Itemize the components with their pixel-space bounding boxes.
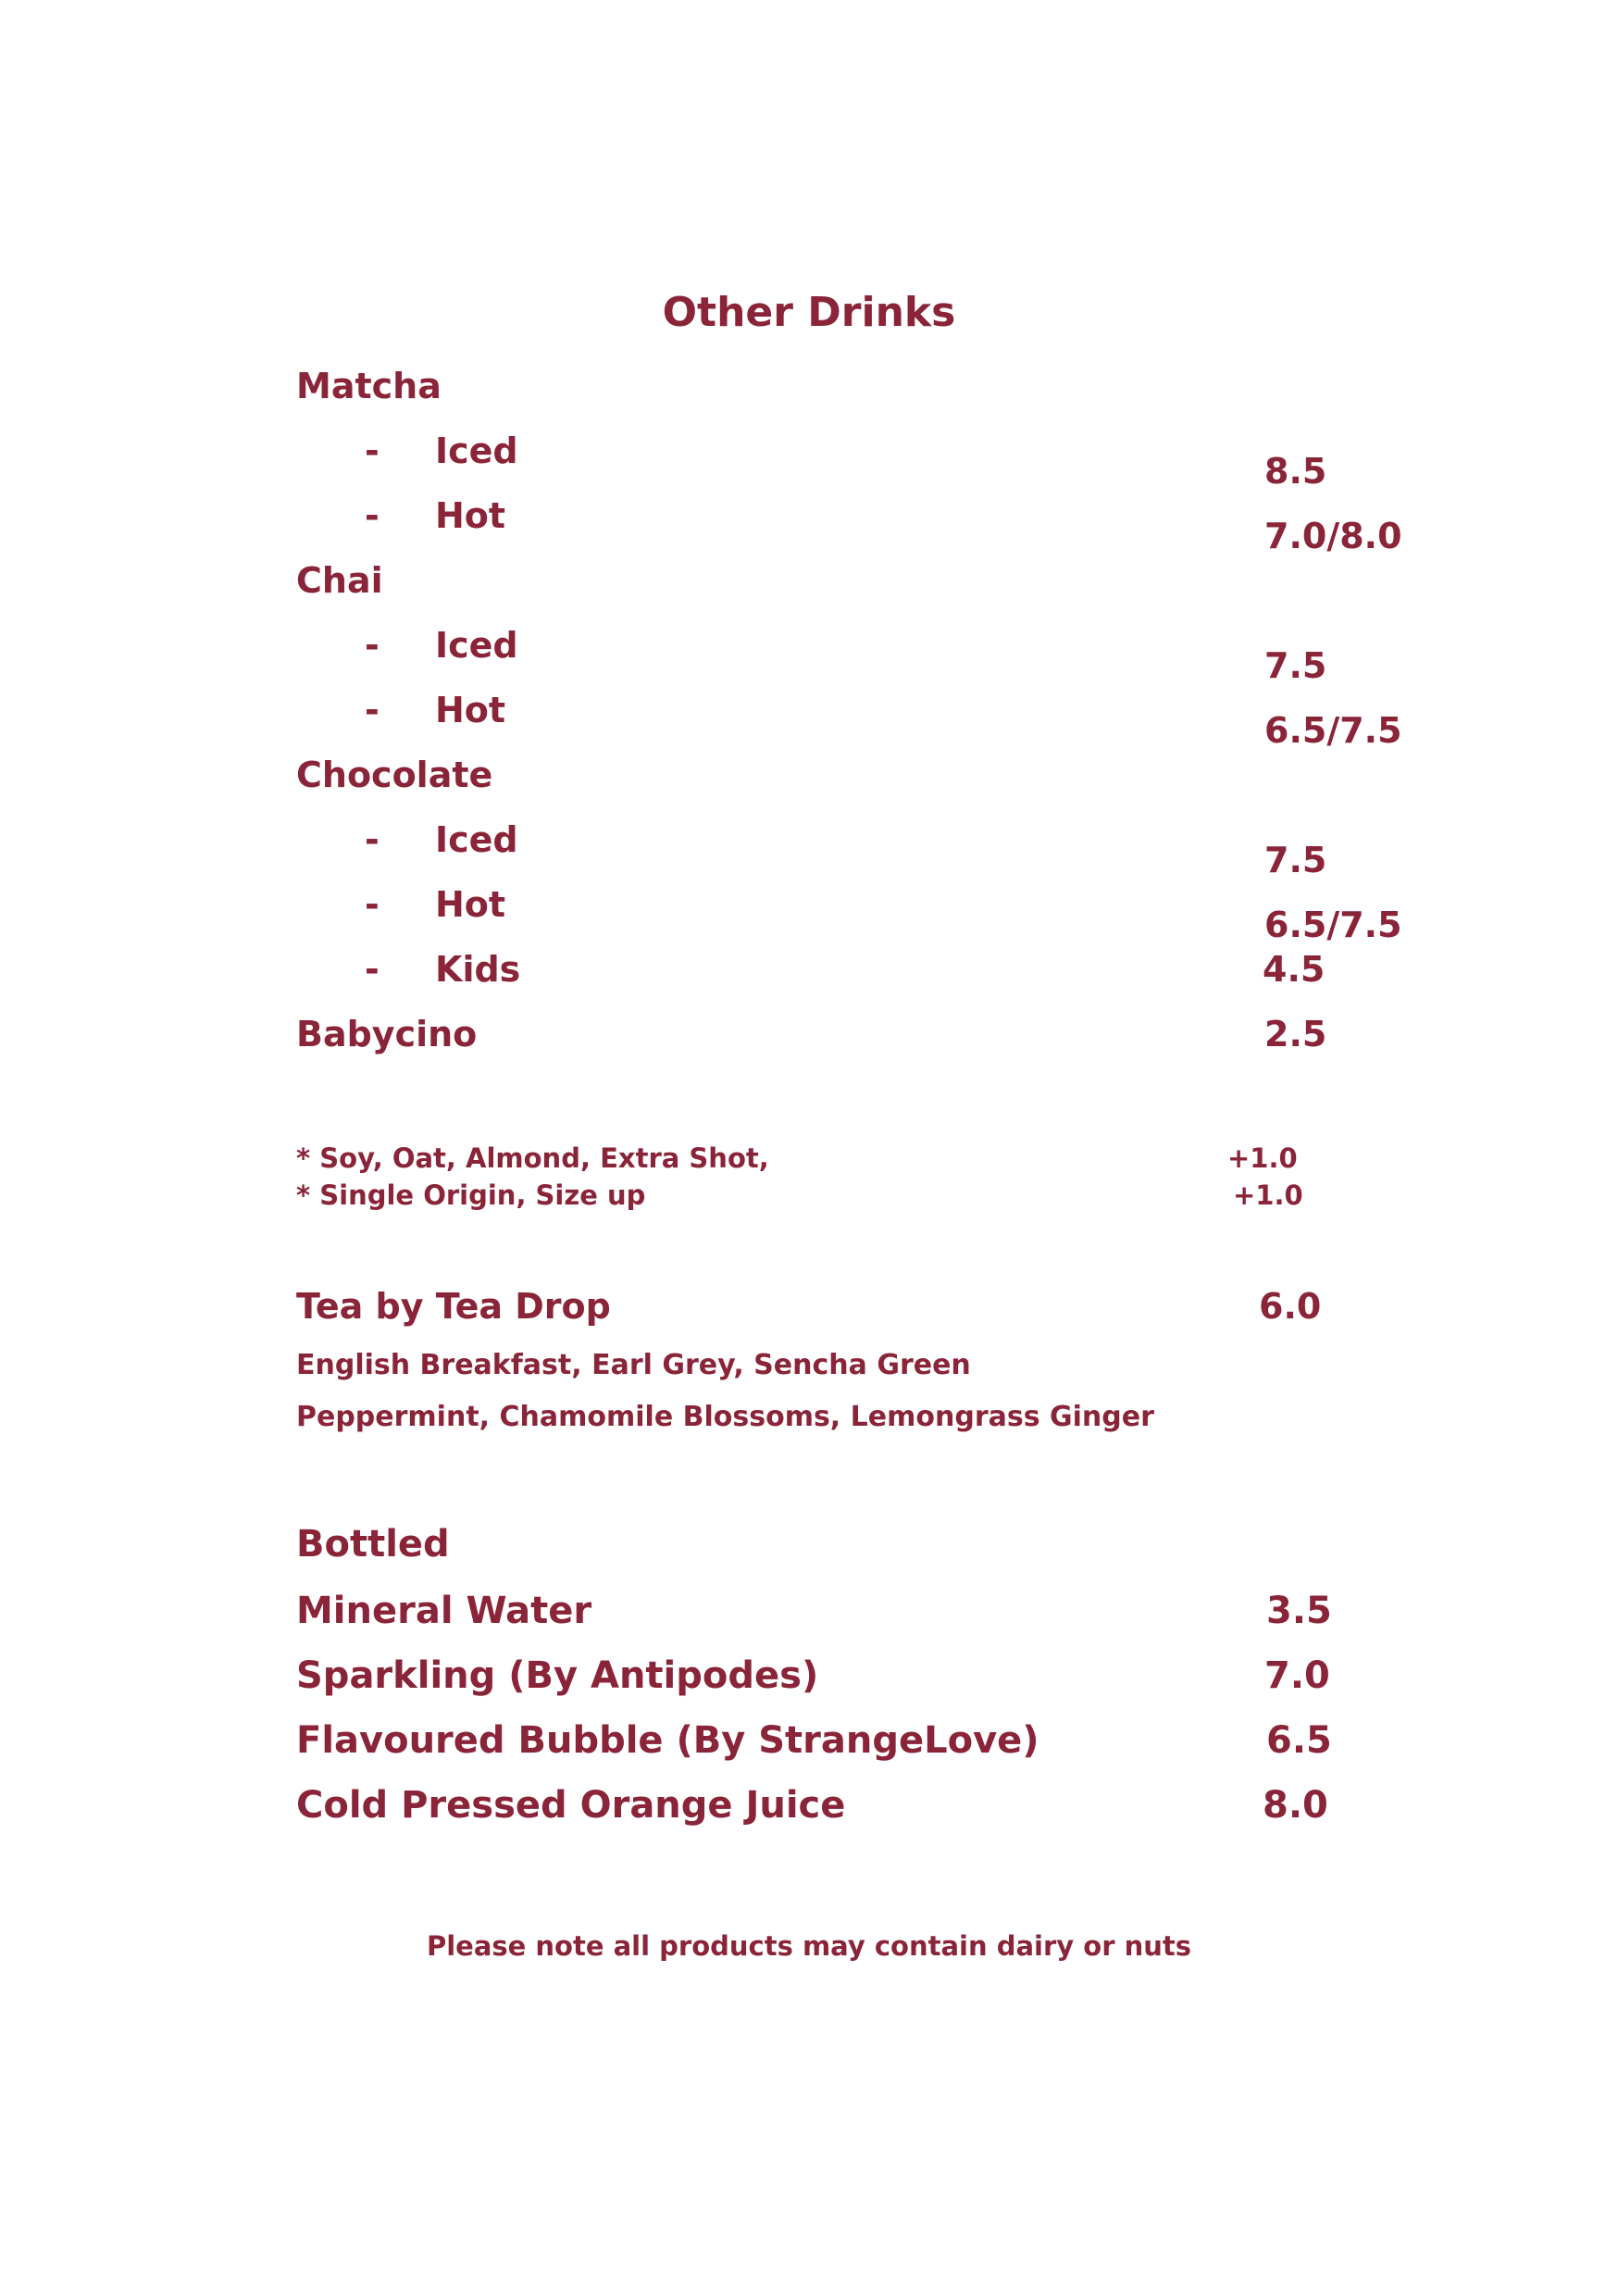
chai-iced-label: Iced (435, 625, 518, 666)
chai-heading: Chai (296, 560, 383, 601)
chai-iced-dash: - (365, 625, 380, 666)
bottled-item-price: 3.5 (1266, 1590, 1332, 1632)
matcha-heading: Matcha (296, 366, 442, 406)
chocolate-heading: Chocolate (296, 755, 493, 795)
chocolate-hot-price: 6.5/7.5 (1264, 905, 1402, 945)
bottled-item-label: Mineral Water (296, 1590, 592, 1632)
chocolate-kids-dash: - (365, 949, 380, 990)
chocolate-kids-price: 4.5 (1263, 949, 1326, 990)
chocolate-iced-label: Iced (435, 819, 518, 860)
chai-iced-price: 7.5 (1264, 645, 1327, 686)
tea-varieties-2: Peppermint, Chamomile Blossoms, Lemongrass Ginger (296, 1401, 1154, 1433)
bottled-item-price: 7.0 (1264, 1654, 1330, 1697)
babycino-price: 2.5 (1264, 1014, 1327, 1054)
bottled-heading: Bottled (296, 1523, 450, 1566)
allergen-note: Please note all products may contain dairy or nuts (426, 1930, 1192, 1962)
extras-price-1: +1.0 (1227, 1142, 1298, 1174)
matcha-iced-price: 8.5 (1264, 451, 1327, 492)
tea-heading: Tea by Tea Drop (296, 1286, 611, 1327)
extras-line-1: * Soy, Oat, Almond, Extra Shot, (296, 1142, 769, 1174)
matcha-iced-dash: - (365, 430, 380, 471)
bottled-item-price: 6.5 (1266, 1719, 1332, 1762)
chocolate-iced-price: 7.5 (1264, 840, 1327, 880)
chocolate-hot-dash: - (365, 884, 380, 925)
bottled-item-price: 8.0 (1263, 1784, 1328, 1827)
chai-hot-dash: - (365, 690, 380, 730)
extras-line-2: * Single Origin, Size up (296, 1179, 646, 1211)
matcha-iced-label: Iced (435, 430, 518, 471)
bottled-item-label: Sparkling (By Antipodes) (296, 1654, 819, 1697)
chocolate-iced-dash: - (365, 819, 380, 860)
chocolate-hot-label: Hot (435, 884, 506, 925)
bottled-item-label: Flavoured Bubble (By StrangeLove) (296, 1719, 1039, 1762)
chocolate-kids-label: Kids (435, 949, 521, 990)
page-title: Other Drinks (662, 289, 956, 336)
chai-hot-price: 6.5/7.5 (1264, 710, 1402, 751)
extras-price-2: +1.0 (1233, 1179, 1303, 1211)
tea-varieties-1: English Breakfast, Earl Grey, Sencha Green (296, 1349, 971, 1381)
matcha-hot-price: 7.0/8.0 (1264, 516, 1402, 556)
chai-hot-label: Hot (435, 690, 506, 730)
bottled-item-label: Cold Pressed Orange Juice (296, 1784, 846, 1827)
matcha-hot-dash: - (365, 495, 380, 536)
tea-price: 6.0 (1259, 1286, 1322, 1327)
babycino-label: Babycino (296, 1014, 478, 1054)
matcha-hot-label: Hot (435, 495, 506, 536)
